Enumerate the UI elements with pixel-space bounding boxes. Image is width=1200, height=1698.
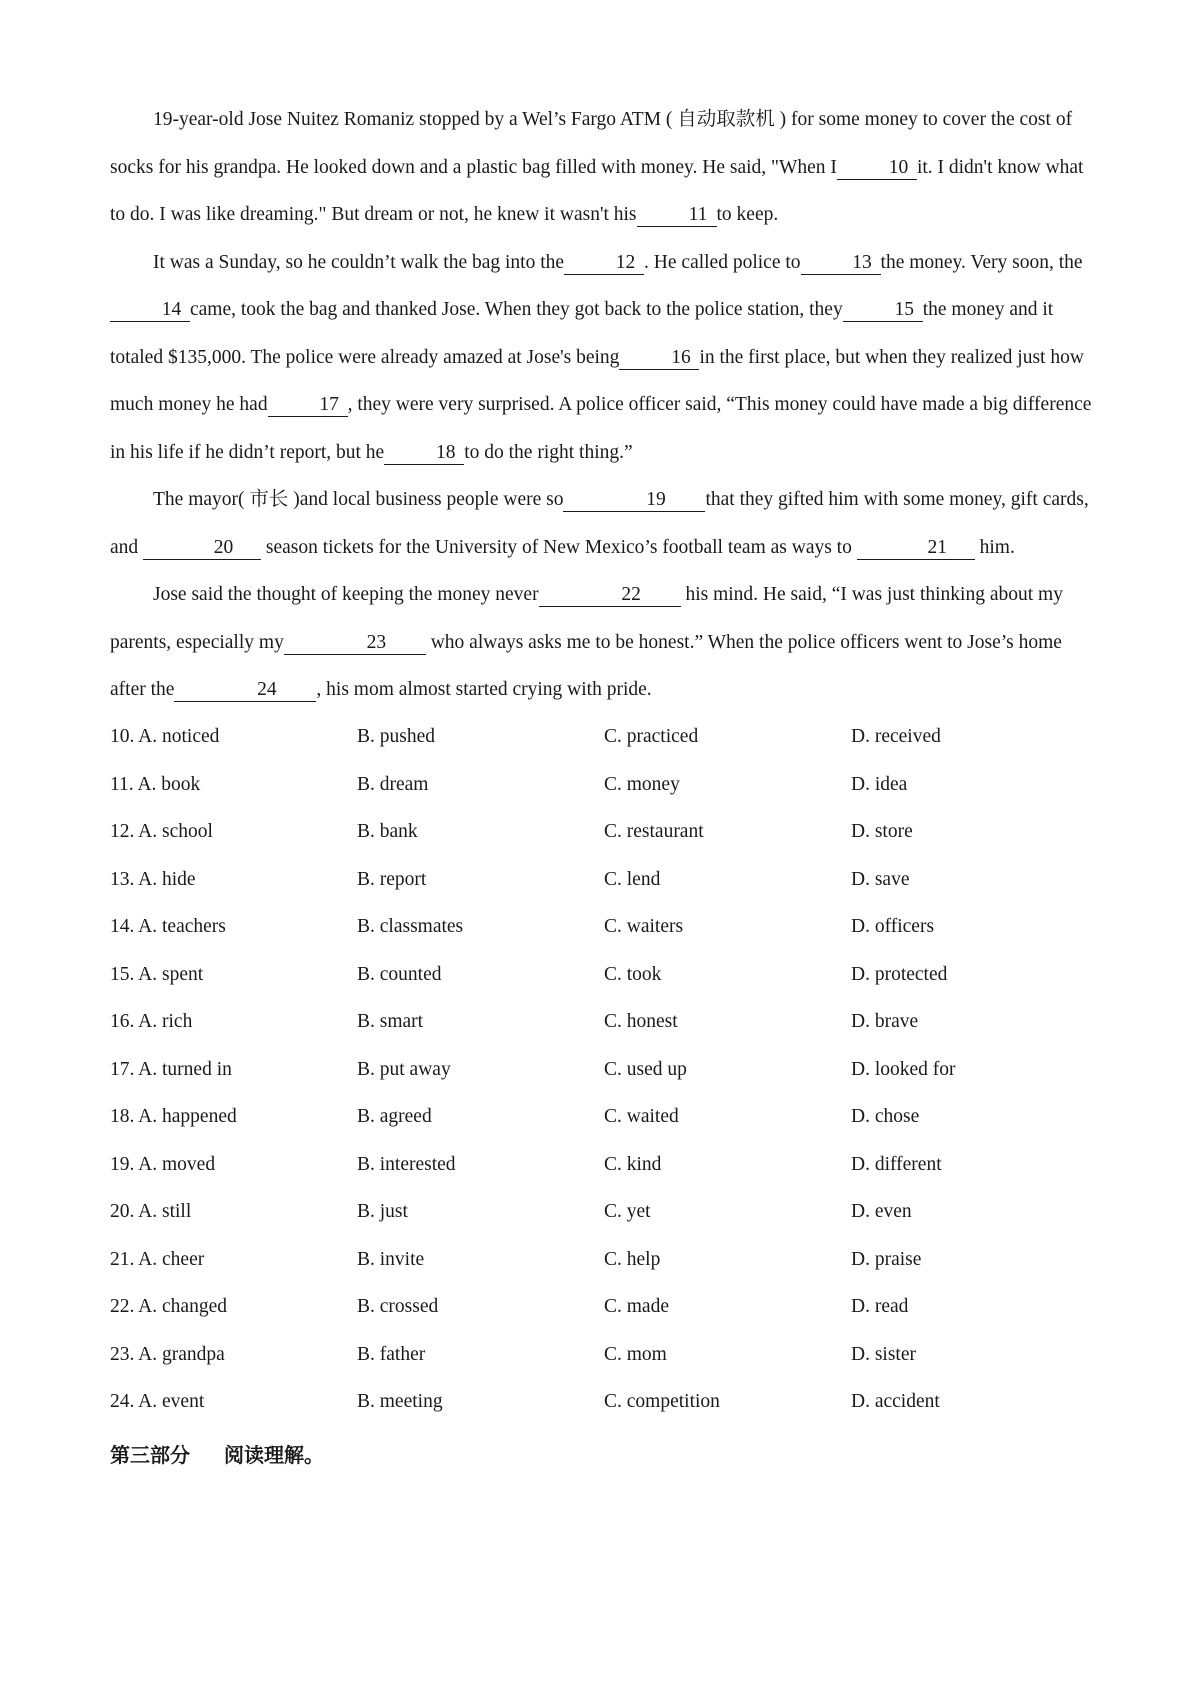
passage-text: Jose said the thought of keeping the money never <box>153 584 539 605</box>
option-b: B. counted <box>357 963 442 985</box>
option-d: D. received <box>851 726 941 748</box>
option-a: 12. A. school <box>110 821 213 843</box>
blank-11: 11 <box>637 204 717 227</box>
option-c: C. competition <box>604 1391 720 1413</box>
option-a: 18. A. happened <box>110 1106 237 1128</box>
option-b: B. father <box>357 1343 426 1365</box>
option-d: D. chose <box>851 1106 920 1128</box>
passage-text: him. <box>979 536 1015 558</box>
option-d: D. sister <box>851 1343 916 1365</box>
option-row <box>110 1379 1100 1427</box>
option-a: 11. A. book <box>110 773 201 795</box>
option-row <box>110 1189 1100 1237</box>
passage-text: season tickets for the University of New Mexico’s football team as ways to <box>265 536 852 558</box>
blank-23: 23 <box>284 632 426 655</box>
option-a: 17. A. turned in <box>110 1058 232 1080</box>
option-a: 13. A. hide <box>110 868 196 890</box>
option-b: B. just <box>357 1201 408 1223</box>
option-row <box>110 1094 1100 1142</box>
option-a: 15. A. spent <box>110 963 204 985</box>
passage-paragraph-2 <box>110 239 1100 477</box>
option-b: B. crossed <box>357 1296 439 1318</box>
option-d: D. even <box>851 1201 912 1223</box>
option-c: C. honest <box>604 1011 678 1033</box>
option-row <box>110 1236 1100 1284</box>
option-c: C. kind <box>604 1153 662 1175</box>
option-c: C. made <box>604 1296 669 1318</box>
option-b: B. interested <box>357 1153 456 1175</box>
section-heading <box>110 1430 1100 1477</box>
passage-text: it. I didn't know what to do. I was like dreaming." But dream or not, he knew it wasn't his <box>110 156 1084 225</box>
blank-24: 24 <box>174 679 316 702</box>
option-row <box>110 904 1100 952</box>
passage-text: . He called police to <box>644 251 801 273</box>
blank-20: 20 <box>143 537 261 560</box>
blank-14: 14 <box>110 299 190 322</box>
option-row <box>110 1141 1100 1189</box>
option-d: D. protected <box>851 963 948 985</box>
option-row <box>110 999 1100 1047</box>
option-a: 21. A. cheer <box>110 1248 205 1270</box>
passage-text: 19-year-old Jose Nuitez Romaniz stopped by a Wel’s Fargo ATM ( 自动取款机 ) for some money to cover the cost of socks for his grandpa. He looked down and a plastic bag filled with money. He said, "When I <box>110 109 1073 178</box>
option-c: C. waiters <box>604 916 684 938</box>
option-a: 24. A. event <box>110 1391 205 1413</box>
options-list <box>110 714 1100 1427</box>
option-b: B. dream <box>357 773 429 795</box>
passage-paragraph-1 <box>110 96 1100 239</box>
option-a: 23. A. grandpa <box>110 1343 225 1365</box>
option-b: B. smart <box>357 1011 424 1033</box>
blank-13: 13 <box>801 252 881 275</box>
section-title-text: 阅读理解。 <box>224 1443 324 1467</box>
option-c: C. used up <box>604 1058 687 1080</box>
option-a: 22. A. changed <box>110 1296 227 1318</box>
passage-text: the money and it totaled $135,000. The police were already amazed at Jose's being <box>110 299 1054 368</box>
option-b: B. put away <box>357 1058 451 1080</box>
option-b: B. classmates <box>357 916 464 938</box>
option-d: D. different <box>851 1153 942 1175</box>
passage-text: the money. Very soon, the <box>880 251 1083 273</box>
option-row <box>110 951 1100 999</box>
blank-12: 12 <box>564 252 644 275</box>
option-a: 14. A. teachers <box>110 916 226 938</box>
option-row <box>110 714 1100 762</box>
option-b: B. report <box>357 868 427 890</box>
option-c: C. restaurant <box>604 821 704 843</box>
option-c: C. waited <box>604 1106 679 1128</box>
option-b: B. meeting <box>357 1391 443 1413</box>
option-b: B. bank <box>357 821 418 843</box>
blank-18: 18 <box>384 442 464 465</box>
option-d: D. brave <box>851 1011 919 1033</box>
option-d: D. officers <box>851 916 935 938</box>
passage-text: , they were very surprised. A police officer said, “This money could have made a big difference in his life if he didn’t report, but he <box>110 394 1092 463</box>
blank-10: 10 <box>837 157 917 180</box>
blank-21: 21 <box>857 537 975 560</box>
option-a: 20. A. still <box>110 1201 192 1223</box>
option-row <box>110 761 1100 809</box>
blank-17: 17 <box>268 394 348 417</box>
option-row <box>110 1331 1100 1379</box>
option-c: C. help <box>604 1248 661 1270</box>
option-d: D. store <box>851 821 913 843</box>
passage-paragraph-3 <box>110 476 1100 571</box>
blank-15: 15 <box>843 299 923 322</box>
passage-text: , his mom almost started crying with pride. <box>316 679 652 700</box>
option-c: C. money <box>604 773 680 795</box>
blank-16: 16 <box>619 347 699 370</box>
option-c: C. lend <box>604 868 661 890</box>
option-a: 10. A. noticed <box>110 726 220 748</box>
blank-19: 19 <box>563 489 705 512</box>
option-d: D. save <box>851 868 910 890</box>
option-row <box>110 1284 1100 1332</box>
document-page <box>110 96 1100 1477</box>
option-d: D. praise <box>851 1248 922 1270</box>
passage-text: came, took the bag and thanked Jose. When they got back to the police station, they <box>190 299 843 320</box>
option-c: C. took <box>604 963 662 985</box>
blank-22: 22 <box>539 584 681 607</box>
option-row <box>110 856 1100 904</box>
section-part: 第三部分 <box>110 1443 190 1467</box>
passage-paragraph-4 <box>110 571 1100 714</box>
option-b: B. invite <box>357 1248 425 1270</box>
passage-text: who always asks me to be honest.” When the police officers went to Jose’s home after the <box>110 631 1062 700</box>
option-d: D. accident <box>851 1391 940 1413</box>
passage-text: It was a Sunday, so he couldn’t walk the bag into the <box>153 251 565 273</box>
passage-text: The mayor( 市长 )and local business people were so <box>153 489 564 510</box>
passage-text: that they gifted him with some money, gift cards, and <box>110 489 1089 558</box>
option-row <box>110 1046 1100 1094</box>
option-d: D. idea <box>851 773 908 795</box>
option-c: C. yet <box>604 1201 651 1223</box>
passage-text: to keep. <box>716 204 779 225</box>
option-row <box>110 809 1100 857</box>
passage-text: to do the right thing.” <box>464 441 633 463</box>
option-c: C. mom <box>604 1343 667 1365</box>
option-a: 19. A. moved <box>110 1153 216 1175</box>
option-b: B. agreed <box>357 1106 432 1128</box>
option-d: D. read <box>851 1296 909 1318</box>
option-c: C. practiced <box>604 726 699 748</box>
passage-text: in the first place, but when they realized just how much money he had <box>110 346 1084 415</box>
option-b: B. pushed <box>357 726 435 748</box>
option-a: 16. A. rich <box>110 1011 193 1033</box>
option-d: D. looked for <box>851 1058 956 1080</box>
passage-text: his mind. He said, “I was just thinking about my parents, especially my <box>110 584 1063 653</box>
